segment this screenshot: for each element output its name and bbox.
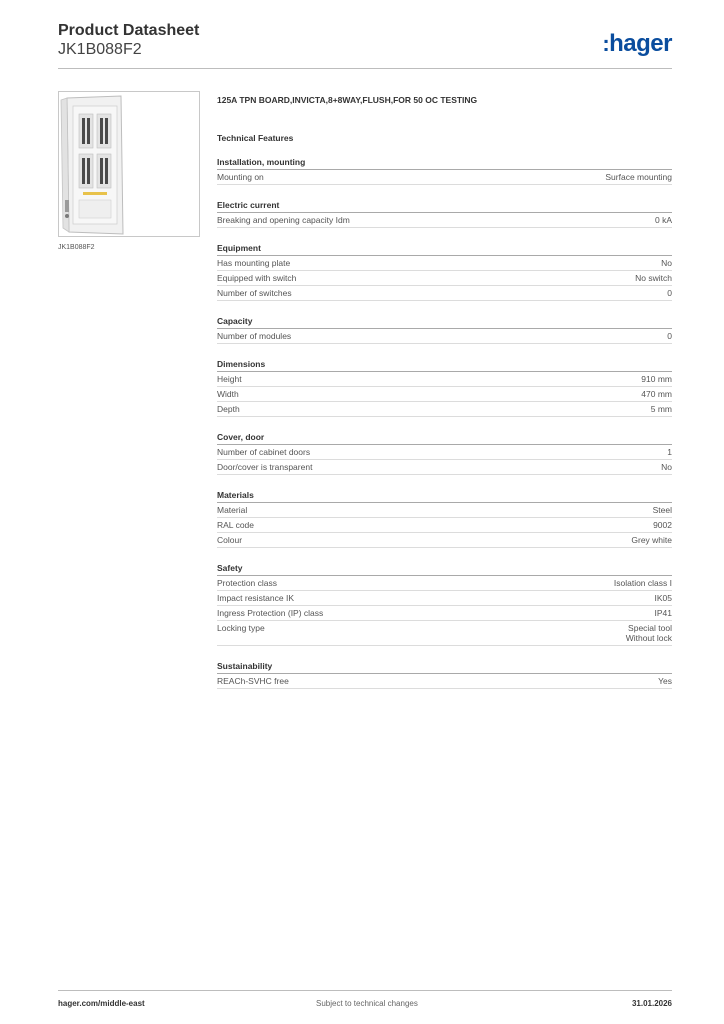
group-title: Materials bbox=[217, 484, 672, 503]
footer-notice: Subject to technical changes bbox=[316, 999, 418, 1008]
footer-date: 31.01.2026 bbox=[631, 999, 672, 1008]
group-spacer bbox=[217, 475, 672, 484]
spec-value-line: 470 mm bbox=[641, 389, 672, 399]
spec-row bbox=[217, 402, 672, 417]
spec-label: Equipped with switch bbox=[217, 273, 297, 283]
group-title: Safety bbox=[217, 557, 672, 576]
group-title: Sustainability bbox=[217, 655, 672, 674]
feature-group bbox=[217, 475, 672, 548]
spec-label: Has mounting plate bbox=[217, 258, 291, 268]
spec-label: Depth bbox=[217, 404, 240, 414]
spec-row bbox=[217, 674, 672, 689]
spec-row bbox=[217, 256, 672, 271]
spec-value-line: Yes bbox=[658, 676, 672, 686]
spec-value-line: No bbox=[661, 258, 672, 268]
logo-text: hager bbox=[609, 30, 672, 57]
spec-value-line: Without lock bbox=[625, 633, 672, 643]
spec-label: RAL code bbox=[217, 520, 255, 530]
spec-value-line: No switch bbox=[635, 273, 672, 283]
spec-value bbox=[641, 389, 672, 399]
spec-row bbox=[217, 286, 672, 301]
product-description: 125A TPN BOARD,INVICTA,8+8WAY,FLUSH,FOR 50 OC TESTING bbox=[217, 95, 478, 105]
spec-label: Number of cabinet doors bbox=[217, 447, 311, 457]
feature-group bbox=[217, 151, 672, 185]
spec-label: Ingress Protection (IP) class bbox=[217, 608, 324, 618]
spec-value bbox=[651, 404, 672, 414]
spec-value-line: Isolation class I bbox=[613, 578, 672, 588]
spec-row bbox=[217, 271, 672, 286]
spec-value bbox=[667, 288, 672, 298]
spec-value bbox=[635, 273, 672, 283]
spec-value bbox=[661, 258, 672, 268]
spec-value-line: IP41 bbox=[654, 608, 672, 618]
product-code: JK1B088F2 bbox=[58, 41, 142, 58]
group-title: Equipment bbox=[217, 237, 672, 256]
group-spacer bbox=[217, 185, 672, 194]
spec-row bbox=[217, 460, 672, 475]
spec-value bbox=[614, 578, 672, 588]
feature-group bbox=[217, 301, 672, 344]
spec-label: Number of modules bbox=[217, 331, 292, 341]
section-technical-features: Technical Features bbox=[217, 133, 294, 143]
spec-value-line: Grey white bbox=[631, 535, 672, 545]
spec-label: Locking type bbox=[217, 623, 265, 633]
hager-logo[interactable]: :hager bbox=[602, 30, 672, 57]
spec-value bbox=[655, 215, 672, 225]
group-spacer bbox=[217, 344, 672, 353]
group-spacer bbox=[217, 417, 672, 426]
group-title: Cover, door bbox=[217, 426, 672, 445]
spec-row bbox=[217, 621, 672, 646]
technical-content bbox=[217, 95, 672, 689]
footer-divider bbox=[58, 990, 672, 991]
footer-website-link[interactable]: hager.com/middle-east bbox=[58, 999, 145, 1008]
spec-row bbox=[217, 533, 672, 548]
spec-value-line: 0 bbox=[667, 288, 672, 298]
spec-row bbox=[217, 387, 672, 402]
spec-row bbox=[217, 329, 672, 344]
spec-value-line: 1 bbox=[667, 447, 672, 457]
spec-value bbox=[653, 505, 672, 515]
spec-label: Mounting on bbox=[217, 172, 264, 182]
spec-row bbox=[217, 213, 672, 228]
group-spacer bbox=[217, 548, 672, 557]
spec-row bbox=[217, 503, 672, 518]
spec-label: Width bbox=[217, 389, 239, 399]
spec-row bbox=[217, 445, 672, 460]
spec-row bbox=[217, 372, 672, 387]
spec-label: Colour bbox=[217, 535, 243, 545]
spec-row bbox=[217, 170, 672, 185]
spec-label: Impact resistance IK bbox=[217, 593, 295, 603]
spec-value bbox=[655, 593, 673, 603]
header-divider bbox=[58, 68, 672, 69]
spec-label: Door/cover is transparent bbox=[217, 462, 313, 472]
spec-value-line: Steel bbox=[652, 505, 672, 515]
spec-value-line: 0 bbox=[667, 331, 672, 341]
spec-value bbox=[605, 172, 672, 182]
feature-group bbox=[217, 344, 672, 417]
spec-row bbox=[217, 591, 672, 606]
spec-value bbox=[661, 462, 672, 472]
spec-label: Height bbox=[217, 374, 242, 384]
group-title: Dimensions bbox=[217, 353, 672, 372]
spec-value-line: 9002 bbox=[653, 520, 672, 530]
spec-value-line: IK05 bbox=[654, 593, 672, 603]
spec-value bbox=[626, 623, 672, 643]
spec-value bbox=[667, 331, 672, 341]
group-title: Installation, mounting bbox=[217, 151, 672, 170]
spec-value bbox=[653, 520, 672, 530]
feature-group bbox=[217, 417, 672, 475]
spec-value-line: 0 kA bbox=[654, 215, 672, 225]
product-image bbox=[58, 91, 200, 237]
spec-row bbox=[217, 518, 672, 533]
feature-group bbox=[217, 185, 672, 228]
spec-value bbox=[631, 535, 672, 545]
spec-value bbox=[658, 676, 672, 686]
feature-group bbox=[217, 548, 672, 646]
image-caption: JK1B088F2 bbox=[58, 244, 95, 251]
spec-label: REACh-SVHC free bbox=[217, 676, 289, 686]
spec-value bbox=[667, 447, 672, 457]
spec-value-line: No bbox=[661, 462, 672, 472]
spec-value bbox=[641, 374, 672, 384]
spec-value-line: 5 mm bbox=[650, 404, 672, 414]
group-title: Capacity bbox=[217, 310, 672, 329]
document-header bbox=[58, 22, 199, 59]
group-spacer bbox=[217, 228, 672, 237]
feature-group bbox=[217, 646, 672, 689]
spec-value bbox=[655, 608, 673, 618]
spec-label: Number of switches bbox=[217, 288, 292, 298]
group-title: Electric current bbox=[217, 194, 672, 213]
distribution-board-illustration bbox=[59, 92, 199, 236]
page-title: Product Datasheet bbox=[58, 22, 200, 39]
spec-label: Material bbox=[217, 505, 248, 515]
feature-group bbox=[217, 228, 672, 301]
spec-value-line: Surface mounting bbox=[605, 172, 672, 182]
spec-value-line: 910 mm bbox=[641, 374, 672, 384]
feature-groups bbox=[217, 151, 672, 689]
group-spacer bbox=[217, 301, 672, 310]
spec-label: Breaking and opening capacity Idm bbox=[217, 215, 350, 225]
spec-row bbox=[217, 606, 672, 621]
spec-label: Protection class bbox=[217, 578, 277, 588]
spec-value-line: Special tool bbox=[628, 623, 672, 633]
group-spacer bbox=[217, 646, 672, 655]
spec-row bbox=[217, 576, 672, 591]
